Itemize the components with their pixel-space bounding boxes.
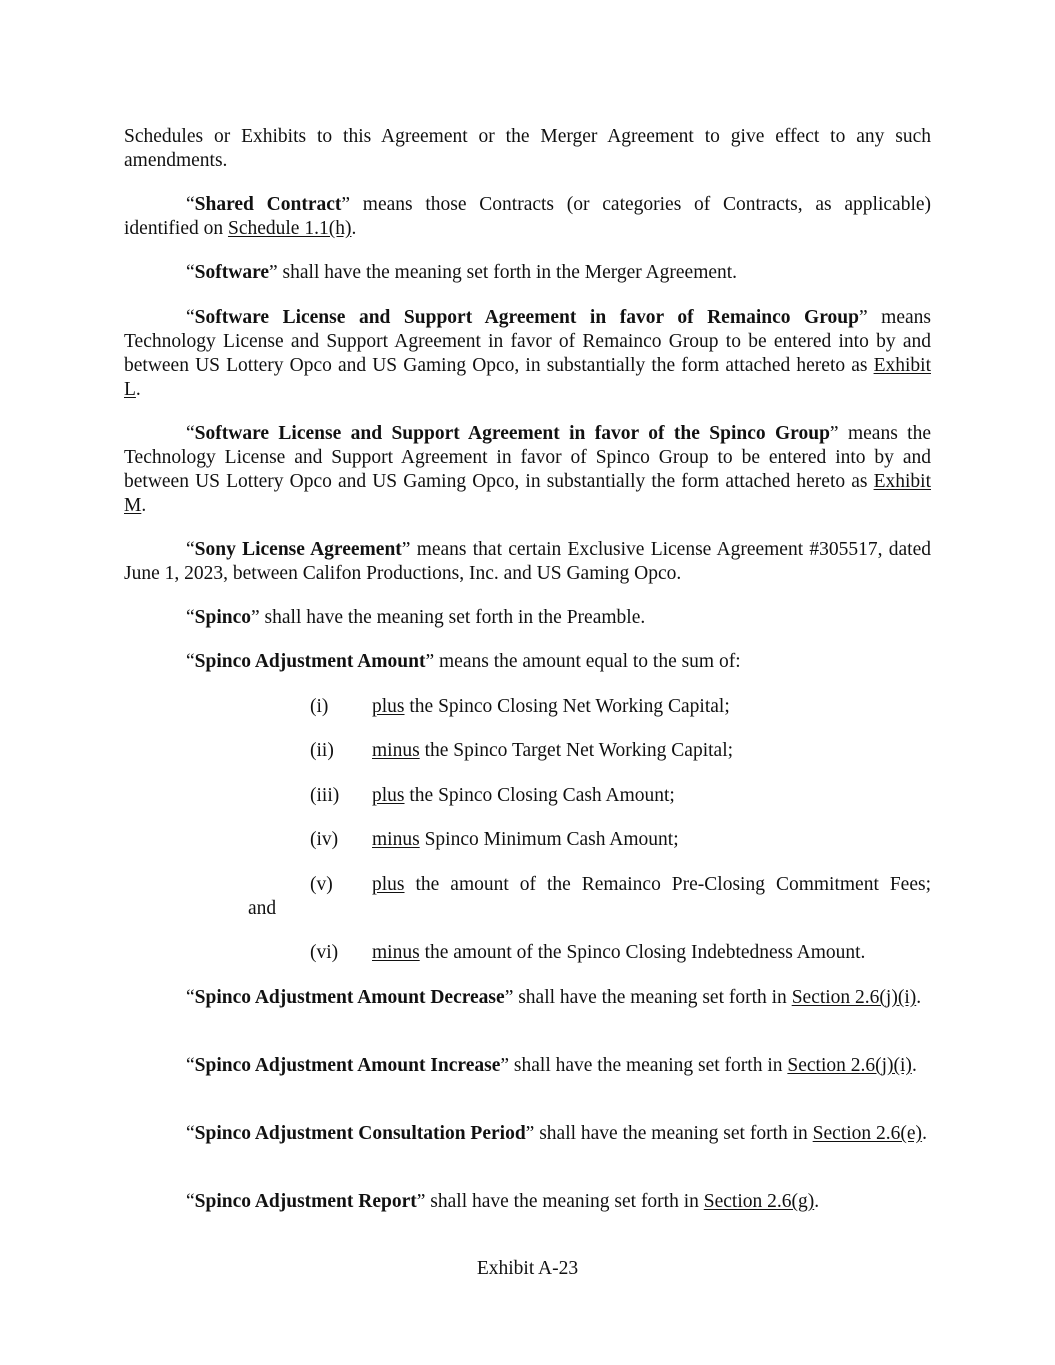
definition-software: “Software” shall have the meaning set forth in the Merger Agreement. (186, 262, 738, 283)
definition-spinco-adjustment-report: “Spinco Adjustment Report” shall have the meaning set forth in Section 2.6(g). (186, 1191, 820, 1212)
cross-reference-link[interactable]: Exhibit L (124, 355, 931, 400)
defined-term: Spinco Adjustment Amount Increase (194, 1055, 501, 1076)
list-item-number: (iii) (310, 785, 340, 806)
defined-term: Spinco Adjustment Report (194, 1191, 417, 1212)
cross-reference-link[interactable]: Section 2.6(j)(i) (791, 987, 917, 1008)
list-item-number: (vi) (310, 942, 339, 963)
definition-software-license-spinco: “Software License and Support Agreement in favor of the Spinco Group” means the Technology License and Support Agreement in favor of Spinco Group to be entered into by and between US Lottery Opco and US Gaming Opco, in substantially the form attached hereto as Exhibit M. (124, 423, 931, 516)
defined-term: Spinco Adjustment Amount Decrease (194, 987, 505, 1008)
definition-spinco-adjustment-consultation-period: “Spinco Adjustment Consultation Period” shall have the meaning set forth in Section 2.6(e). (186, 1123, 927, 1144)
defined-term: Spinco (194, 607, 252, 628)
definition-spinco-adjustment-amount-decrease: “Spinco Adjustment Amount Decrease” shall have the meaning set forth in Section 2.6(j)(i). (186, 987, 922, 1008)
definition-software-license-remainco: “Software License and Support Agreement in favor of Remainco Group” means Technology License and Support Agreement in favor of Remainco Group to be entered into by and between US Lottery Opco and US Gaming Opco, in substantially the form attached hereto as Exhibit L. (124, 307, 931, 400)
operator: minus (372, 942, 420, 963)
defined-term: Software License and Support Agreement in favor of the Spinco Group (194, 423, 830, 444)
list-item-number: (ii) (310, 740, 334, 761)
cross-reference-link[interactable]: Section 2.6(j)(i) (787, 1055, 912, 1076)
defined-term: Software (194, 262, 270, 283)
defined-term: Sony License Agreement (194, 539, 402, 560)
defined-term: Spinco Adjustment Amount (194, 651, 426, 672)
cross-reference-link[interactable]: Schedule 1.1(h) (227, 218, 352, 239)
cross-reference-link[interactable]: Section 2.6(g) (703, 1191, 815, 1212)
list-item-number: (i) (310, 696, 329, 717)
conjunction-and: and (248, 898, 277, 919)
defined-term: Shared Contract (194, 194, 342, 215)
paragraph-continuation: Schedules or Exhibits to this Agreement or the Merger Agreement to give effect to any such amendments. (124, 126, 931, 171)
list-item-number: (v) (310, 874, 333, 895)
definition-spinco: “Spinco” shall have the meaning set forth in the Preamble. (186, 607, 646, 628)
definition-spinco-adjustment-amount-increase: “Spinco Adjustment Amount Increase” shall have the meaning set forth in Section 2.6(j)(i). (186, 1055, 917, 1076)
operator: minus (372, 740, 420, 761)
definition-sony-license-agreement: “Sony License Agreement” means that certain Exclusive License Agreement #305517, dated June 1, 2023, between Califon Productions, Inc. and US Gaming Opco. (124, 539, 931, 584)
definition-shared-contract: “Shared Contract” means those Contracts (or categories of Contracts, as applicable) identified on Schedule 1.1(h). (124, 194, 932, 239)
cross-reference-link[interactable]: Section 2.6(e) (812, 1123, 923, 1144)
operator: minus (372, 829, 420, 850)
defined-term: Spinco Adjustment Consultation Period (194, 1123, 526, 1144)
document-page: Schedules or Exhibits to this Agreement or the Merger Agreement to give effect to any such amendments. “Shared Contract” means those Contracts (or categories of Contracts, as applicable) identified on Schedule 1.1(h). “Software” shall have the meaning set forth in the Merger Agreement. “Software License and Support Agreement in favor of Remainco Group” means Technology License and Support Agreement in favor of Remainco Group to be entered into by and between US Lottery Opco and US Gaming Opco, in substantially the form attached hereto as Exhibit L. “Software License and Support Agreement in favor of the Spinco Group” means the Technology License and Support Agreement in favor of Spinco Group to be entered into by and between US Lottery Opco and US Gaming Opco, in substantially the form attached hereto as Exhibit M. “Sony License Agreement” means that certain Exclusive License Agreement #305517, dated June 1, 2023, between Califon Productions, Inc. and US Gaming Opco. “Spinco” shall have the meaning set forth in the Preamble. “Spinco Adjustment Amount” means the amount equal to the sum of: (i) plus the Spinco Closing Net Working Capital; (ii) minus the Spinco Target Net Working Capital; (iii) plus the Spinco Closing Cash Amount; (iv) minus Spinco Minimum Cash Amount; (v) plus the amount of the Remainco Pre-Closing Commitment Fees; and (vi) minus the amount of the Spinco Closing Indebtedness Amount. “Spinco Adjustment Amount Decrease” shall have the meaning set forth in Section 2.6(j)(i). “Spinco Adjustment Amount Increase” shall have the meaning set forth in Section 2.6(j)(i). “Spinco Adjustment Consultation Period” shall have the meaning set forth in Section 2.6(e). “Spinco Adjustment Report” shall have the meaning set forth in Section 2.6(g). Exhibit A-23 (0, 0, 1055, 1365)
page-footer: Exhibit A-23 (476, 1258, 579, 1279)
list-item-number: (iv) (310, 829, 339, 850)
definition-spinco-adjustment-amount: “Spinco Adjustment Amount” means the amount equal to the sum of: (186, 651, 741, 672)
defined-term: Software License and Support Agreement in favor of Remainco Group (194, 307, 859, 328)
operator: plus (372, 785, 405, 806)
operator: plus (372, 874, 405, 895)
operator: plus (372, 696, 405, 717)
cross-reference-link[interactable]: Exhibit M (124, 471, 931, 516)
